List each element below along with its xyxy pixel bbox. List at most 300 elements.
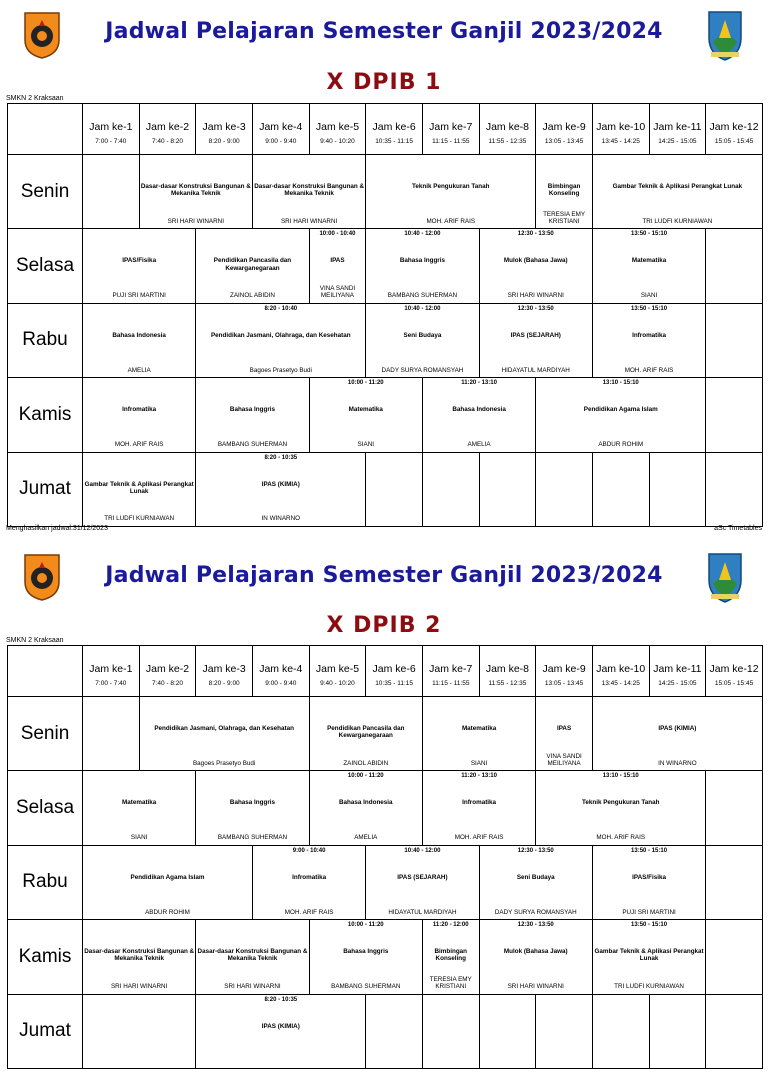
period-header <box>196 104 253 155</box>
lesson-content <box>650 453 706 526</box>
lesson-content <box>706 229 762 302</box>
lesson-time: 12:30 - 13:50 <box>517 847 554 854</box>
class-title: X DPIB 1 <box>326 70 442 95</box>
empty-cell <box>706 994 763 1068</box>
lesson-cell <box>366 155 536 229</box>
lesson-content <box>423 920 479 993</box>
lesson-subject: Pendidikan Agama Islam <box>583 406 658 414</box>
page-title: Jadwal Pelajaran Semester Ganjil 2023/2024 <box>105 563 663 588</box>
lesson-subject: IPAS <box>330 257 345 265</box>
generated-date: Menghasilkan jadwal:31/12/2023 <box>6 525 108 532</box>
period-label: Jam ke-11 <box>653 121 702 133</box>
empty-cell <box>592 994 649 1068</box>
day-label: Jumat <box>8 994 83 1068</box>
lesson-cell <box>252 845 365 919</box>
lesson-content <box>593 995 649 1068</box>
timetable-grid <box>7 103 763 527</box>
lesson-subject: Seni Budaya <box>516 873 555 881</box>
period-label: Jam ke-8 <box>485 663 530 675</box>
period-header <box>366 646 423 697</box>
lesson-content <box>83 846 252 919</box>
lesson-subject: Infromatika <box>122 406 157 414</box>
lesson-subject: IPAS/Fisika <box>632 873 666 881</box>
lesson-cell <box>592 920 705 994</box>
period-time: 13:05 - 13:45 <box>544 138 584 145</box>
lesson-cell <box>422 920 479 994</box>
lesson-content <box>310 771 422 844</box>
empty-cell <box>83 994 196 1068</box>
lesson-cell <box>196 994 366 1068</box>
lesson-content <box>536 453 592 526</box>
lesson-subject: Pendidikan Pancasila dan Kewarganegaraan <box>327 725 405 740</box>
lesson-time: 11:20 - 12:00 <box>432 922 469 929</box>
day-label: Selasa <box>8 229 83 303</box>
lesson-cell <box>536 378 706 452</box>
empty-cell <box>649 452 706 526</box>
lesson-subject: IPAS <box>556 725 572 732</box>
lesson-content <box>83 378 195 451</box>
lesson-time: 8:20 - 10:35 <box>264 454 298 461</box>
period-header <box>309 646 366 697</box>
lesson-content <box>423 378 535 451</box>
day-label: Rabu <box>8 303 83 377</box>
lesson-content <box>706 771 762 844</box>
lesson-teacher: SRI HARI WINARNI <box>507 982 564 990</box>
period-label: Jam ke-2 <box>145 121 190 133</box>
corner-cell <box>8 646 83 697</box>
empty-cell <box>422 452 479 526</box>
lesson-time: 9:00 - 10:40 <box>292 847 326 854</box>
lesson-cell <box>592 303 705 377</box>
lesson-subject: Seni Budaya <box>403 331 442 339</box>
lesson-cell <box>83 229 196 303</box>
lesson-time: 13:50 - 15:10 <box>631 231 668 238</box>
lesson-content <box>593 229 705 302</box>
lesson-subject: Dasar-dasar Konstruksi Bangunan & Mekanika Teknik <box>197 948 308 963</box>
lesson-time: 10:00 - 11:20 <box>347 380 384 387</box>
lesson-teacher: TRI LUDFI KURNIAWAN <box>614 982 684 990</box>
lesson-content <box>83 453 195 526</box>
lesson-cell <box>366 845 479 919</box>
lesson-content <box>593 155 762 228</box>
period-label: Jam ke-10 <box>596 663 646 675</box>
lesson-cell <box>422 378 535 452</box>
lesson-teacher: VINA SANDI MEILIYANA <box>546 752 582 767</box>
lesson-content <box>480 304 592 377</box>
empty-cell <box>706 771 763 845</box>
period-header <box>592 646 649 697</box>
lesson-subject: Gambar Teknik & Aplikasi Perangkat Lunak <box>594 948 704 963</box>
period-header <box>536 104 593 155</box>
lesson-content <box>480 229 592 302</box>
lesson-content <box>706 846 762 919</box>
lesson-teacher: BAMBANG SUHERMAN <box>217 440 288 448</box>
period-label: Jam ke-4 <box>259 121 303 133</box>
period-header <box>366 104 423 155</box>
lesson-time: 11:20 - 13:10 <box>461 773 497 780</box>
period-time: 7:00 - 7:40 <box>95 138 127 145</box>
lesson-cell <box>83 920 196 994</box>
lesson-content <box>310 229 366 302</box>
period-time: 9:40 - 10:20 <box>320 680 355 687</box>
lesson-time: 13:10 - 15:10 <box>602 380 639 387</box>
lesson-subject: Gambar Teknik & Aplikasi Perangkat Lunak <box>84 480 194 495</box>
lesson-content <box>423 995 479 1068</box>
lesson-teacher: MOH. ARIF RAIS <box>284 908 334 916</box>
period-time: 7:40 - 8:20 <box>151 138 184 145</box>
period-header <box>649 646 706 697</box>
lesson-teacher: AMELIA <box>127 366 151 374</box>
lesson-content <box>83 304 195 377</box>
period-time: 15:05 - 15:45 <box>714 138 754 145</box>
lesson-cell <box>196 229 309 303</box>
period-header <box>479 104 536 155</box>
lesson-subject: Infromatika <box>632 331 667 339</box>
lesson-cell <box>479 920 592 994</box>
lesson-time: 10:40 - 12:00 <box>404 305 441 312</box>
empty-cell <box>422 994 479 1068</box>
lesson-cell <box>422 771 535 845</box>
lesson-content <box>253 846 365 919</box>
lesson-content <box>366 229 478 302</box>
period-time: 11:55 - 12:35 <box>488 138 527 145</box>
lesson-subject: IPAS (SEJARAH) <box>397 873 448 881</box>
lesson-cell <box>309 229 366 303</box>
period-label: Jam ke-8 <box>485 121 530 133</box>
lesson-teacher: IN WINARNO <box>261 515 301 523</box>
class-title: X DPIB 2 <box>326 613 442 638</box>
lesson-cell <box>536 697 593 771</box>
empty-cell <box>83 155 140 229</box>
lesson-teacher: SIANI <box>640 292 658 300</box>
period-label: Jam ke-12 <box>709 663 759 675</box>
lesson-subject: Mulok (Bahasa Jawa) <box>503 948 568 956</box>
period-label: Jam ke-12 <box>709 121 759 133</box>
lesson-content <box>196 771 308 844</box>
lesson-teacher: ZAINOL ABIDIN <box>230 292 275 300</box>
lesson-subject: Bimbingan Konseling <box>434 948 468 963</box>
lesson-content <box>706 995 762 1068</box>
lesson-teacher: MOH. ARIF RAIS <box>596 834 646 842</box>
lesson-cell <box>309 920 422 994</box>
period-time: 10:35 - 11:15 <box>375 680 414 687</box>
timetable-page-2 <box>0 542 768 1084</box>
lesson-teacher: SRI HARI WINARNI <box>507 292 564 300</box>
lesson-subject: Bahasa Inggris <box>343 948 389 956</box>
lesson-content <box>83 229 195 302</box>
period-time: 9:00 - 9:40 <box>265 138 297 145</box>
empty-cell <box>706 452 763 526</box>
lesson-content <box>366 453 422 526</box>
period-header <box>706 646 763 697</box>
lesson-teacher: ABDUR ROHIM <box>145 908 190 916</box>
lesson-subject: Pendidikan Agama Islam <box>130 873 205 881</box>
period-header <box>422 646 479 697</box>
lesson-content <box>366 995 422 1068</box>
day-label: Senin <box>8 697 83 771</box>
lesson-teacher: SIANI <box>357 440 374 448</box>
lesson-teacher: MOH. ARIF RAIS <box>624 366 674 374</box>
school-name: SMKN 2 Kraksaan <box>6 637 64 644</box>
lesson-teacher: SRI HARI WINARNI <box>280 217 338 225</box>
period-label: Jam ke-6 <box>372 121 416 133</box>
lesson-teacher: MOH. ARIF RAIS <box>454 834 504 842</box>
lesson-teacher: AMELIA <box>467 440 491 448</box>
lesson-teacher: Bagoes Prasetyo Budi <box>192 759 256 767</box>
period-time: 9:00 - 9:40 <box>265 680 297 687</box>
period-time: 13:45 - 14:25 <box>601 138 640 145</box>
lesson-content <box>536 995 592 1068</box>
software-credit: aSc Timetables <box>714 525 762 532</box>
lesson-time: 10:00 - 11:20 <box>347 922 384 929</box>
lesson-content <box>83 697 139 770</box>
period-header <box>196 646 253 697</box>
lesson-content <box>706 920 762 993</box>
lesson-subject: Gambar Teknik & Aplikasi Perangkat Lunak <box>612 183 743 190</box>
lesson-subject: IPAS (KIMIA) <box>658 725 697 732</box>
lesson-cell <box>83 845 253 919</box>
empty-cell <box>706 303 763 377</box>
period-time: 15:05 - 15:45 <box>714 680 754 687</box>
lesson-content <box>310 920 422 993</box>
lesson-content <box>196 378 308 451</box>
lesson-content <box>83 995 195 1068</box>
lesson-teacher: TERESIA EMY KRISTIANI <box>429 975 472 990</box>
period-time: 13:05 - 13:45 <box>544 680 584 687</box>
lesson-teacher: DADY SURYA ROMANSYAH <box>381 366 464 374</box>
period-header <box>536 646 593 697</box>
period-time: 11:55 - 12:35 <box>488 680 527 687</box>
period-header <box>139 104 196 155</box>
day-label: Rabu <box>8 845 83 919</box>
lesson-cell <box>196 771 309 845</box>
lesson-teacher: SIANI <box>470 759 488 767</box>
period-time: 10:35 - 11:15 <box>375 138 414 145</box>
lesson-content <box>196 995 365 1068</box>
lesson-cell <box>366 229 479 303</box>
lesson-content <box>423 771 535 844</box>
period-label: Jam ke-1 <box>89 663 133 675</box>
lesson-subject: Bahasa Inggris <box>399 257 446 265</box>
lesson-time: 13:50 - 15:10 <box>631 922 668 929</box>
lesson-cell <box>536 155 593 229</box>
empty-cell <box>706 920 763 994</box>
lesson-content <box>536 771 705 844</box>
period-label: Jam ke-7 <box>429 121 473 133</box>
lesson-teacher: SRI HARI WINARNI <box>167 217 224 225</box>
period-header <box>309 104 366 155</box>
lesson-subject: Matematika <box>122 799 157 807</box>
lesson-time: 12:30 - 13:50 <box>517 305 554 312</box>
lesson-teacher: BAMBANG SUHERMAN <box>387 292 458 300</box>
empty-cell <box>479 994 536 1068</box>
lesson-time: 10:40 - 12:00 <box>404 231 441 238</box>
period-time: 13:45 - 14:25 <box>601 680 640 687</box>
lesson-cell <box>309 771 422 845</box>
lesson-content <box>253 155 365 228</box>
lesson-teacher: Bagoes Prasetyo Budi <box>249 366 312 374</box>
lesson-subject: Matematika <box>348 406 383 414</box>
lesson-content <box>706 304 762 377</box>
lesson-teacher: TERESIA EMY KRISTIANI <box>543 210 586 225</box>
lesson-content <box>196 920 308 993</box>
lesson-subject: Bimbingan Konseling <box>547 183 581 198</box>
lesson-time: 12:30 - 13:50 <box>517 231 554 238</box>
lesson-teacher: ABDUR ROHIM <box>598 440 644 448</box>
lesson-cell <box>309 378 422 452</box>
lesson-content <box>480 846 592 919</box>
period-time: 14:25 - 15:05 <box>658 680 697 687</box>
lesson-subject: IPAS (SEJARAH) <box>510 331 561 339</box>
lesson-subject: Bahasa Inggris <box>229 799 276 807</box>
period-label: Jam ke-10 <box>596 121 646 133</box>
lesson-time: 8:20 - 10:35 <box>264 996 298 1003</box>
lesson-cell <box>309 697 422 771</box>
lesson-content <box>650 995 706 1068</box>
lesson-cell <box>479 845 592 919</box>
lesson-cell <box>536 771 706 845</box>
empty-cell <box>592 452 649 526</box>
lesson-subject: IPAS (KIMIA) <box>261 1022 300 1030</box>
lesson-time: 12:30 - 13:50 <box>517 922 554 929</box>
lesson-teacher: BAMBANG SUHERMAN <box>217 834 288 842</box>
lesson-content <box>366 846 478 919</box>
lesson-content <box>140 697 309 770</box>
period-label: Jam ke-1 <box>89 121 133 133</box>
lesson-time: 11:20 - 13:10 <box>461 380 497 387</box>
lesson-subject: Bahasa Indonesia <box>112 331 166 339</box>
period-header <box>252 104 309 155</box>
period-header <box>592 104 649 155</box>
lesson-content <box>593 697 762 770</box>
lesson-content <box>196 304 365 377</box>
empty-cell <box>366 452 423 526</box>
lesson-time: 13:10 - 15:10 <box>602 773 639 780</box>
lesson-teacher: IN WINARNO <box>658 759 697 767</box>
lesson-time: 13:50 - 15:10 <box>631 847 668 854</box>
period-time: 11:15 - 11:55 <box>432 138 470 145</box>
lesson-content <box>83 771 195 844</box>
lesson-subject: Infromatika <box>462 799 497 807</box>
lesson-cell <box>592 155 762 229</box>
period-label: Jam ke-5 <box>315 121 360 133</box>
day-label: Kamis <box>8 378 83 452</box>
period-header <box>83 646 140 697</box>
lesson-subject: Dasar-dasar Konstruksi Bangunan & Mekanika Teknik <box>84 948 195 963</box>
lesson-time: 13:50 - 15:10 <box>631 305 668 312</box>
lesson-teacher: BAMBANG SUHERMAN <box>331 982 401 990</box>
lesson-content <box>593 304 705 377</box>
period-label: Jam ke-3 <box>202 121 246 133</box>
lesson-subject: Mulok (Bahasa Jawa) <box>503 257 568 265</box>
lesson-teacher: SRI HARI WINARNI <box>110 982 168 990</box>
lesson-teacher: TRI LUDFI KURNIAWAN <box>104 515 175 523</box>
lesson-teacher: VINA SANDI MEILIYANA <box>319 284 356 300</box>
period-label: Jam ke-6 <box>372 663 416 675</box>
lesson-cell <box>83 771 196 845</box>
empty-cell <box>706 845 763 919</box>
lesson-subject: Bahasa Indonesia <box>452 406 506 414</box>
lesson-subject: Pendidikan Jasmani, Olahraga, dan Kesehatan <box>210 331 351 339</box>
lesson-cell <box>139 155 252 229</box>
lesson-subject: Teknik Pengukuran Tanah <box>582 799 660 807</box>
lesson-cell <box>83 303 196 377</box>
empty-cell <box>83 697 140 771</box>
lesson-content <box>593 920 705 993</box>
empty-cell <box>706 378 763 452</box>
lesson-cell <box>83 452 196 526</box>
lesson-teacher: AMELIA <box>354 834 378 842</box>
lesson-content <box>140 155 252 228</box>
lesson-cell <box>196 303 366 377</box>
period-label: Jam ke-11 <box>653 663 702 675</box>
period-time: 7:40 - 8:20 <box>151 680 184 687</box>
lesson-content <box>536 697 592 770</box>
lesson-teacher: MOH. ARIF RAIS <box>114 440 164 448</box>
day-label: Selasa <box>8 771 83 845</box>
lesson-content <box>423 453 479 526</box>
page-title: Jadwal Pelajaran Semester Ganjil 2023/2024 <box>105 19 663 44</box>
lesson-subject: Pendidikan Jasmani, Olahraga, dan Kesehatan <box>154 725 294 732</box>
period-label: Jam ke-4 <box>259 663 303 675</box>
lesson-content <box>706 453 762 526</box>
lesson-subject: Matematika <box>631 257 667 265</box>
lesson-content <box>83 920 195 993</box>
timetable-grid <box>7 645 763 1069</box>
lesson-content <box>366 155 535 228</box>
lesson-cell <box>252 155 365 229</box>
lesson-subject: IPAS/Fisika <box>122 257 157 265</box>
lesson-teacher: MOH. ARIF RAIS <box>426 217 476 225</box>
lesson-teacher: SIANI <box>130 834 148 842</box>
lesson-cell <box>479 229 592 303</box>
day-label: Jumat <box>8 452 83 526</box>
lesson-content <box>536 155 592 228</box>
lesson-content <box>706 378 762 451</box>
day-label: Kamis <box>8 920 83 994</box>
empty-cell <box>536 994 593 1068</box>
lesson-subject: Bahasa Indonesia <box>339 799 393 807</box>
empty-cell <box>649 994 706 1068</box>
lesson-cell <box>479 303 592 377</box>
lesson-subject: Matematika <box>461 725 497 732</box>
corner-cell <box>8 104 83 155</box>
lesson-teacher: PUJI SRI MARTINI <box>112 292 166 300</box>
period-header <box>422 104 479 155</box>
lesson-content <box>83 155 139 228</box>
period-time: 8:20 - 9:00 <box>208 680 240 687</box>
lesson-cell <box>592 697 762 771</box>
empty-cell <box>366 994 423 1068</box>
period-header <box>139 646 196 697</box>
period-label: Jam ke-2 <box>145 663 190 675</box>
lesson-subject: Pendidikan Pancasila dan Kewarganegaraan <box>213 257 292 272</box>
lesson-content <box>480 453 536 526</box>
lesson-subject: Teknik Pengukuran Tanah <box>412 183 490 190</box>
period-label: Jam ke-5 <box>315 663 360 675</box>
lesson-subject: Infromatika <box>292 873 327 881</box>
period-time: 14:25 - 15:05 <box>658 138 697 145</box>
lesson-time: 8:20 - 10:40 <box>264 305 298 312</box>
lesson-content <box>366 304 478 377</box>
lesson-content <box>196 453 365 526</box>
lesson-cell <box>366 303 479 377</box>
lesson-content <box>196 229 308 302</box>
lesson-teacher: HIDAYATUL MARDIYAH <box>388 908 457 916</box>
lesson-cell <box>83 378 196 452</box>
lesson-content <box>593 453 649 526</box>
lesson-content <box>536 378 705 451</box>
